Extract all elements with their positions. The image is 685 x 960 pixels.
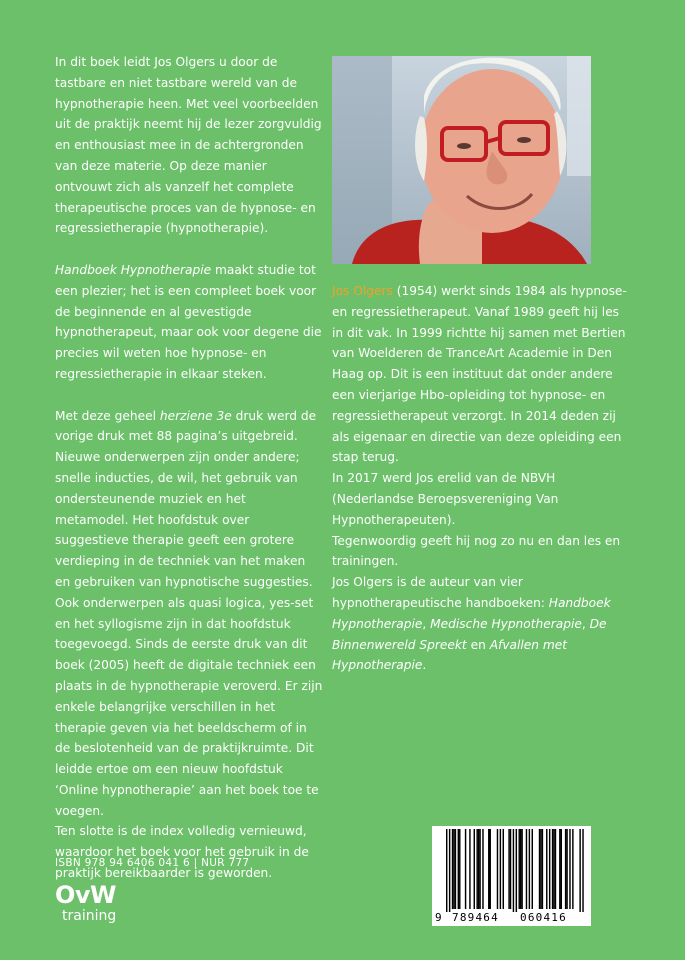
description-paragraph-3 (55, 406, 323, 822)
barcode-bar (546, 829, 547, 909)
barcode-bar (555, 829, 556, 909)
barcode-digits (432, 911, 591, 925)
barcode-bar (479, 829, 480, 909)
barcode (432, 826, 591, 926)
description-paragraph-3b: druk werd de vorige druk met 88 pagina’s uitgebreid. Nieuwe onderwerpen zijn onder andere; snelle inducties, de wil, het gebruik van ondersteunende muziek en het metamodel. Het hoofdstuk over suggestieve therapie geeft een grotere verdieping in de techniek van het maken en gebruiken van hypnotische suggesties. Ook onderwerpen als quasi logica, yes-set en het syllogisme zijn in dat hoofdstuk toegevoegd. Sinds de eerste druk van dit boek (2005) heeft de digitale techniek een plaats in de hypnotherapie veroverd. Er zijn enkele belangrijke verschillen in het therapie geven via het beeldscherm of in de beslotenheid van de praktijkruimte. Dit leidde ertoe om een nieuw hoofdstuk ‘Online hypnotherapie’ aan het boek toe te voegen. (55, 408, 323, 818)
barcode-bar (478, 829, 479, 909)
barcode-bar (474, 829, 475, 909)
barcode-bar (469, 829, 470, 909)
barcode-bar (526, 829, 527, 909)
author-name: Jos Olgers (332, 284, 393, 298)
barcode-bar (490, 829, 491, 909)
barcode-bar (569, 829, 570, 909)
barcode-bar (539, 829, 540, 909)
barcode-bar (529, 829, 530, 909)
barcode-bar (476, 829, 477, 909)
barcode-bar (459, 829, 460, 909)
barcode-bar (513, 829, 514, 912)
description-paragraph-4: Ten slotte is de index volledig vernieuwd, waardoor het boek voor het gebruik in de praktijk bereikbaarder is geworden. (55, 824, 309, 881)
author-bio-paragraph-3: Tegenwoordig geeft hij nog zo nu en dan les en trainingen. (332, 533, 621, 569)
book-title-inline: Handboek Hypnotherapie (55, 262, 212, 277)
barcode-bar (500, 829, 501, 909)
barcode-bar (549, 829, 550, 909)
barcode-first-digit: 9 (435, 911, 442, 924)
author-bio-paragraph-2: In 2017 werd Jos erelid van de NBVH (Nederlandse Beroepsvereniging Van Hypnotherapeuten). (332, 471, 559, 527)
barcode-bar (582, 829, 583, 912)
barcode-bar (559, 829, 560, 909)
author-bio-paragraph-1 (332, 281, 632, 468)
barcode-bar (508, 829, 509, 909)
barcode-bar (455, 829, 456, 909)
barcode-bar (532, 829, 533, 909)
author-books-end: . (422, 658, 427, 673)
barcode-right-digits: 060416 (520, 911, 567, 924)
barcode-bar (453, 829, 454, 909)
book-separator-2: , (581, 616, 590, 631)
author-bio-column (332, 281, 632, 676)
description-paragraph-2 (55, 260, 323, 385)
book-separator-1: , (422, 616, 431, 631)
logo-mark: OvW (55, 881, 117, 909)
barcode-bar (572, 829, 573, 909)
barcode-bar (482, 829, 483, 909)
book-title-2: Medische Hypnotherapie (430, 616, 582, 631)
barcode-bar (458, 829, 459, 909)
author-portrait-image (332, 56, 591, 264)
barcode-bar (553, 829, 554, 909)
barcode-bar (561, 829, 562, 909)
book-title-4: Afvallen met Hypnotherapie (332, 637, 568, 673)
book-title-3: De Binnenwereld Spreekt (332, 616, 607, 652)
barcode-bar (446, 829, 447, 912)
barcode-bar (510, 829, 511, 909)
description-paragraph-3a: Met deze geheel (55, 408, 160, 423)
book-title-1: Handboek Hypnotherapie (332, 595, 611, 631)
barcode-bar (565, 829, 566, 909)
barcode-bar (465, 829, 466, 909)
barcode-bar (449, 829, 450, 912)
description-paragraph-1: In dit boek leidt Jos Olgers u door de tastbare en niet tastbare wereld van de hypnotherapie heen. Met veel voorbeelden uit de praktijk neemt hij de lezer zorgvuldig en enthousiast mee in de achtergronden van deze materie. Op deze manier ontvouwt zich als vanzelf het complete therapeutische proces van de hypnose- en regressietherapie (hypnotherapie). (55, 55, 322, 236)
barcode-bar (488, 829, 489, 909)
book-separator-3: en (466, 637, 490, 652)
isbn-line: ISBN 978 94 6406 041 6 | NUR 777 (55, 857, 250, 869)
barcode-bars (432, 826, 591, 912)
description-paragraph-2-text: maakt studie tot een plezier; het is een compleet boek voor de beginnende en al gevestigde hypnotherapeut, maar ook voor degene die precies wil weten hoe hypnose- en regressietherapie in elkaar steken. (55, 262, 322, 381)
barcode-bar (542, 829, 543, 909)
barcode-left-digits: 789464 (452, 911, 499, 924)
publisher-logo (55, 883, 135, 931)
edition-emphasis: herziene 3e (159, 408, 232, 423)
barcode-bar (452, 829, 453, 909)
author-bio-text: (1954) werkt sinds 1984 als hypnose- en regressietherapeut. Vanaf 1989 geeft hij les in dit vak. In 1999 richtte hij samen met Bertien van Woelderen de TranceArt Academie in Den Haag op. Dit is een instituut dat onder andere een vierjarige Hbo-opleiding tot hypnose- en regressietherapeut verzorgt. In 2014 deden zij als eigenaar en directie van deze opleiding een stap terug. (332, 284, 627, 465)
barcode-bar (516, 829, 517, 912)
barcode-bar (579, 829, 580, 912)
author-books-intro: Jos Olgers is de auteur van vier hypnotherapeutische handboeken: (332, 575, 549, 610)
barcode-bar (519, 829, 520, 909)
author-bio-paragraph-4 (332, 572, 632, 676)
barcode-bar (540, 829, 541, 909)
barcode-bar (520, 829, 521, 909)
barcode-bar (521, 829, 522, 909)
description-column (55, 52, 323, 884)
barcode-bar (503, 829, 504, 909)
barcode-bar (566, 829, 567, 909)
logo-subtitle: training (62, 908, 117, 924)
barcode-bar (552, 829, 553, 909)
barcode-bar (497, 829, 498, 909)
author-photo (332, 56, 591, 264)
